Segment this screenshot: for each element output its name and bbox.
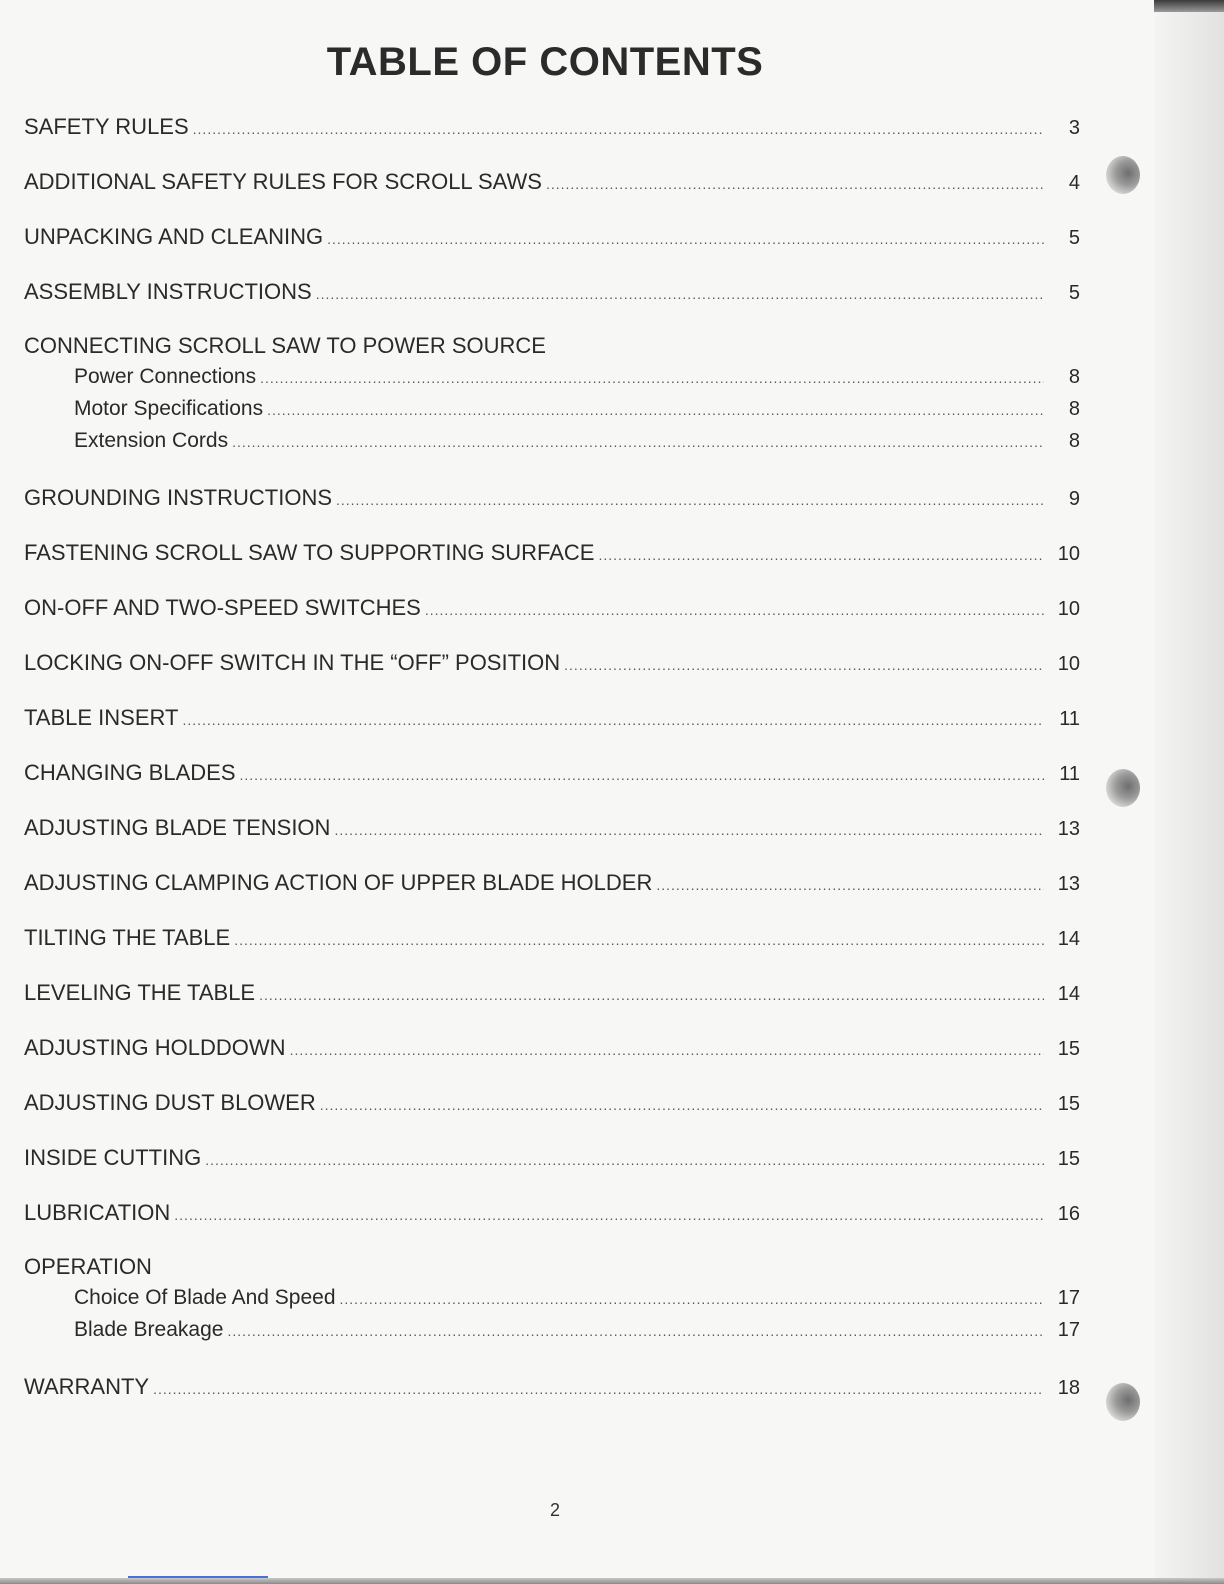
- dot-leader: [656, 877, 1044, 893]
- toc-entry-page: 18: [1057, 1377, 1080, 1399]
- toc-entry-page: 13: [1057, 873, 1080, 895]
- toc-section-label: OPERATION: [24, 1254, 152, 1279]
- page-top-edge: [1154, 0, 1224, 12]
- toc-entry-label: ASSEMBLY INSTRUCTIONS: [24, 279, 312, 304]
- page-right-shadow: [1154, 0, 1224, 1584]
- dot-leader: [227, 1323, 1044, 1339]
- dot-leader: [425, 602, 1044, 618]
- toc-section-label: CONNECTING SCROLL SAW TO POWER SOURCE: [24, 333, 546, 358]
- toc-entry-additional-safety-rules: [24, 169, 1080, 199]
- page-bottom-edge: [0, 1578, 1224, 1584]
- toc-entry-dust-blower: [24, 1090, 1080, 1120]
- toc-entry-label: Motor Specifications: [74, 397, 264, 420]
- toc-entry-label: UNPACKING AND CLEANING: [24, 224, 324, 249]
- toc-entry-label: ON-OFF AND TWO-SPEED SWITCHES: [24, 595, 421, 620]
- toc-entry-page: 5: [1068, 227, 1080, 249]
- toc-entry-label: SAFETY RULES: [24, 114, 189, 139]
- toc-entry-page: 11: [1059, 763, 1080, 785]
- toc-entry-label: LUBRICATION: [24, 1200, 171, 1225]
- toc-entry-choice-of-blade: [24, 1286, 1080, 1318]
- toc-entry-label: LOCKING ON-OFF SWITCH IN THE “OFF” POSITION: [24, 650, 561, 675]
- dot-leader: [153, 1381, 1044, 1397]
- toc-entry-page: 16: [1057, 1203, 1080, 1225]
- dot-leader: [327, 231, 1044, 247]
- toc-entry-page: 15: [1057, 1093, 1080, 1115]
- page-title: TABLE OF CONTENTS: [326, 40, 764, 84]
- dot-leader: [336, 492, 1044, 508]
- toc-entry-label: FASTENING SCROLL SAW TO SUPPORTING SURFACE: [24, 540, 595, 565]
- punch-hole-icon: [1106, 156, 1140, 194]
- dot-leader: [260, 370, 1044, 386]
- toc-entry-page: 15: [1057, 1148, 1080, 1170]
- toc-section-operation: [24, 1254, 1080, 1286]
- toc-entry-label: INSIDE CUTTING: [24, 1145, 202, 1170]
- dot-leader: [340, 1291, 1044, 1307]
- toc-entry-label: ADJUSTING BLADE TENSION: [24, 815, 331, 840]
- dot-leader: [546, 176, 1044, 192]
- toc-entry-label: ADJUSTING HOLDDOWN: [24, 1035, 286, 1060]
- toc-entry-label: TILTING THE TABLE: [24, 925, 231, 950]
- toc-entry-leveling-table: [24, 980, 1080, 1010]
- dot-leader: [193, 121, 1044, 137]
- toc-entry-locking-switch: [24, 650, 1080, 680]
- dot-leader: [564, 657, 1044, 673]
- punch-hole-icon: [1106, 1383, 1140, 1421]
- toc-entry-page: 3: [1068, 117, 1080, 139]
- toc-entry-label: ADJUSTING CLAMPING ACTION OF UPPER BLADE HOLDER: [24, 870, 653, 895]
- toc-entry-assembly: [24, 279, 1080, 309]
- dot-leader: [267, 402, 1044, 418]
- toc-entry-fastening: [24, 540, 1080, 570]
- toc-entry-page: 17: [1057, 1319, 1080, 1341]
- dot-leader: [205, 1152, 1044, 1168]
- toc-entry-label: WARRANTY: [24, 1374, 150, 1399]
- toc-entry-lubrication: [24, 1200, 1080, 1230]
- toc-entry-label: LEVELING THE TABLE: [24, 980, 256, 1005]
- toc-entry-label: GROUNDING INSTRUCTIONS: [24, 485, 332, 510]
- toc-entry-page: 9: [1068, 488, 1080, 510]
- toc-entry-holddown: [24, 1035, 1080, 1065]
- dot-leader: [259, 987, 1044, 1003]
- toc-entry-safety-rules: [24, 114, 1080, 144]
- dot-leader: [599, 547, 1045, 563]
- table-of-contents: [24, 108, 1080, 1404]
- toc-entry-inside-cutting: [24, 1145, 1080, 1175]
- toc-entry-label: ADJUSTING DUST BLOWER: [24, 1090, 316, 1115]
- toc-entry-motor-specifications: [24, 397, 1080, 429]
- toc-entry-page: 8: [1068, 430, 1080, 452]
- dot-leader: [316, 286, 1044, 302]
- toc-entry-warranty: [24, 1374, 1080, 1404]
- toc-entry-label: Extension Cords: [74, 429, 229, 452]
- toc-entry-grounding: [24, 485, 1080, 515]
- toc-entry-label: ADDITIONAL SAFETY RULES FOR SCROLL SAWS: [24, 169, 542, 194]
- toc-entry-page: 10: [1057, 543, 1080, 565]
- toc-entry-changing-blades: [24, 760, 1080, 790]
- toc-entry-page: 8: [1068, 366, 1080, 388]
- dot-leader: [240, 767, 1045, 783]
- toc-entry-page: 4: [1068, 172, 1080, 194]
- toc-entry-page: 5: [1068, 282, 1080, 304]
- dot-leader: [234, 932, 1044, 948]
- toc-entry-power-connections: [24, 365, 1080, 397]
- toc-entry-table-insert: [24, 705, 1080, 735]
- dot-leader: [182, 712, 1044, 728]
- toc-entry-label: Power Connections: [74, 365, 257, 388]
- toc-section-power-source: [24, 333, 1080, 365]
- toc-entry-label: Choice Of Blade And Speed: [74, 1286, 336, 1309]
- dot-leader: [320, 1097, 1044, 1113]
- toc-entry-page: 11: [1059, 708, 1080, 730]
- scan-mark: [128, 1576, 268, 1578]
- punch-hole-icon: [1106, 769, 1140, 807]
- dot-leader: [174, 1207, 1044, 1223]
- toc-entry-label: TABLE INSERT: [24, 705, 179, 730]
- dot-leader: [334, 822, 1044, 838]
- toc-entry-label: CHANGING BLADES: [24, 760, 236, 785]
- toc-entry-page: 10: [1057, 598, 1080, 620]
- page-number: 2: [549, 1500, 560, 1520]
- toc-entry-extension-cords: [24, 429, 1080, 461]
- toc-entry-tilting-table: [24, 925, 1080, 955]
- toc-entry-page: 8: [1068, 398, 1080, 420]
- toc-entry-page: 13: [1057, 818, 1080, 840]
- toc-entry-page: 14: [1057, 983, 1080, 1005]
- toc-entry-page: 10: [1057, 653, 1080, 675]
- toc-entry-page: 15: [1057, 1038, 1080, 1060]
- toc-entry-blade-tension: [24, 815, 1080, 845]
- dot-leader: [290, 1042, 1044, 1058]
- toc-entry-page: 14: [1057, 928, 1080, 950]
- dot-leader: [232, 434, 1044, 450]
- toc-entry-blade-breakage: [24, 1318, 1080, 1350]
- toc-entry-clamping-action: [24, 870, 1080, 900]
- toc-entry-page: 17: [1057, 1287, 1080, 1309]
- toc-entry-label: Blade Breakage: [74, 1318, 224, 1341]
- toc-entry-switches: [24, 595, 1080, 625]
- toc-entry-unpacking: [24, 224, 1080, 254]
